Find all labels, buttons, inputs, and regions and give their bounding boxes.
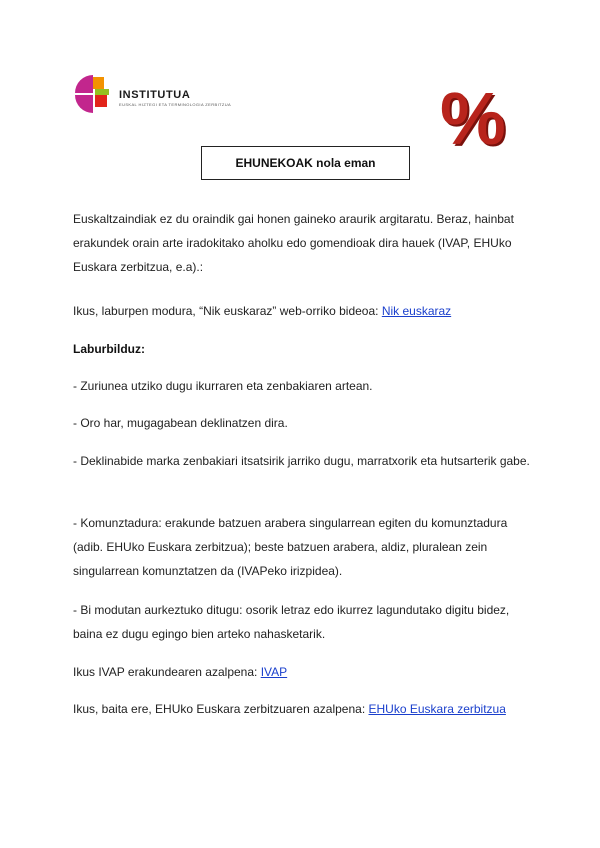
- list-item: - Bi modutan aurkeztuko ditugu: osorik letraz edo ikurrez lagundutako digitu bidez, baina ez dugu egingo bien arteko nahasketarik.: [73, 603, 510, 641]
- list-item: - Zuriunea utziko dugu ikurraren eta zenbakiaren artean.: [73, 379, 373, 393]
- ivap-text: Ikus IVAP erakundearen azalpena:: [73, 665, 261, 679]
- summary-heading: Laburbilduz:: [73, 342, 145, 356]
- intro-paragraph: Euskaltzaindiak ez du oraindik gai honen gaineko araurik argitaratu. Beraz, hainbat erakundek orain arte iradokitako aholku edo gomendioak dira hauek (IVAP, EHUko Euskara zerbitzua, e.a).:: [73, 212, 514, 274]
- percent-icon: %: [440, 77, 506, 160]
- ivap-paragraph: [73, 660, 533, 684]
- logo-subtitle: EUSKAL HIZTEGI ETA TERMINOLOGIA ZERBITZUA: [119, 102, 232, 107]
- nik-euskaraz-link[interactable]: Nik euskaraz: [381, 304, 452, 318]
- ivap-link[interactable]: IVAP: [260, 665, 288, 679]
- video-text: Ikus, laburpen modura, “Nik euskaraz” web-orriko bideoa:: [73, 304, 382, 318]
- page-title: EHUNEKOAK nola eman: [201, 146, 410, 180]
- list-item: - Komunztadura: erakunde batzuen arabera singularrean egiten du komunztadura (adib. EHUko Euskara zerbitzua); beste batzuen arabera, aldiz, pluralean zein singularrean komunztatzen da (IVAPeko irizpidea).: [73, 516, 508, 578]
- list-item: - Oro har, mugagabean deklinatzen dira.: [73, 416, 288, 430]
- logo-name: INSTITUTUA: [119, 89, 191, 101]
- institutua-logo-icon: [73, 73, 115, 115]
- ehu-euskara-zerbitzua-link[interactable]: EHUko Euskara zerbitzua: [368, 702, 506, 716]
- video-paragraph: [73, 299, 533, 323]
- ehu-paragraph: [73, 697, 533, 721]
- institutua-logo: [73, 73, 232, 115]
- ehu-text: Ikus, baita ere, EHUko Euskara zerbitzuaren azalpena:: [73, 702, 369, 716]
- list-item: - Deklinabide marka zenbakiari itsatsirik jarriko dugu, marratxorik eta hutsarterik gabe.: [73, 454, 530, 468]
